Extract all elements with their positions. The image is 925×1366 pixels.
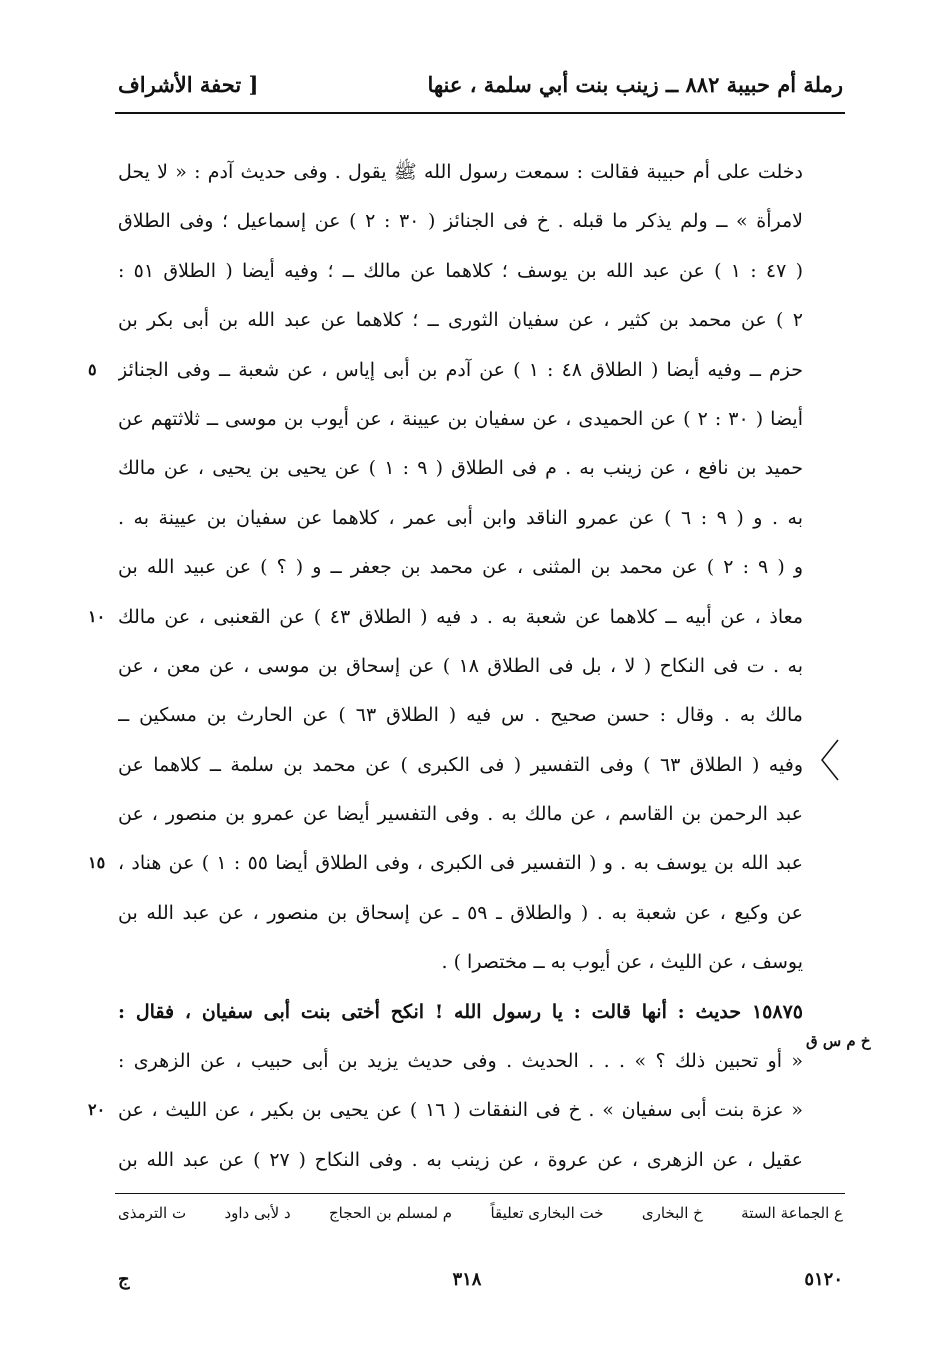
text-line: به . ت فى النكاح ( لا ، بل فى الطلاق ١٨ ) عن إسحاق بن موسى ، عن معن ، عن xyxy=(118,654,803,677)
header-divider xyxy=(115,112,845,114)
abbreviation-item: خ البخارى xyxy=(641,1204,703,1222)
page-footer xyxy=(118,1264,843,1294)
volume-letter: ج xyxy=(118,1268,130,1290)
text-line: به . و ( ٩ : ٦ ) عن عمرو الناقد وابن أبى عمر ، كلاهما عن سفيان بن عيينة به . xyxy=(118,506,803,529)
abbreviation-item: ت الترمذى xyxy=(118,1204,187,1222)
text-line: حزم ــ وفيه أيضا ( الطلاق ٤٨ : ١ ) عن آدم بن أبى إياس ، عن شعبة ــ وفى الجنائز xyxy=(118,358,803,381)
page-number: ٣١٨ xyxy=(452,1268,482,1290)
header-left-title: [ تحفة الأشراف xyxy=(118,71,259,97)
text-line: مالك به . وقال : حسن صحيح . س فيه ( الطلاق ٦٣ ) عن الحارث بن مسكين ــ xyxy=(118,704,803,727)
abbreviation-item: ع الجماعة الستة xyxy=(741,1204,843,1222)
text-line: معاذ ، عن أبيه ــ كلاهما عن شعبة به . د فيه ( الطلاق ٤٣ ) عن القعنبى ، عن مالك xyxy=(118,605,803,628)
cumulative-number: ٥١٢٠ xyxy=(804,1268,843,1290)
line-number-marker: ١٠ xyxy=(88,607,106,626)
running-header xyxy=(118,62,843,106)
text-line: « أو تحبين ذلك ؟ » . . . الحديث . وفى حديث يزيد بن أبى حبيب ، عن الزهرى : xyxy=(118,1050,803,1073)
abbreviation-item: د لأبى داود xyxy=(224,1204,291,1222)
line-number-marker: ٥ xyxy=(88,360,97,379)
abbreviation-key xyxy=(118,1204,843,1234)
text-line: وفيه ( الطلاق ٦٣ ) وفى التفسير ( فى الكبرى ) عن محمد بن سلمة ــ كلاهما عن xyxy=(118,753,803,776)
text-line: عبد الله بن يوسف به . و ( التفسير فى الكبرى ، وفى الطلاق أيضا ٥٥ : ١ ) عن هناد ، xyxy=(118,852,803,875)
abbreviation-item: خت البخارى تعليقاً xyxy=(490,1204,604,1222)
text-line: يوسف ، عن الليث ، عن أيوب به ــ مختصرا ) . xyxy=(441,951,803,974)
text-line: « عزة بنت أبى سفيان » . خ فى النفقات ( ١٦ ) عن يحيى بن بكير ، عن الليث ، عن xyxy=(118,1099,803,1122)
text-line: أيضا ( ٣٠ : ٢ ) عن الحميدى ، عن سفيان بن عيينة ، عن أيوب بن موسى ــ ثلاثتهم عن xyxy=(118,407,803,430)
hadith-entry-line: ١٥٨٧٥ حديث : أنها قالت : يا رسول الله ! انكح أختى بنت أبى سفيان ، فقال : xyxy=(118,1000,803,1023)
text-line: لامرأة » ــ ولم يذكر ما قبله . خ فى الجنائز ( ٣٠ : ٢ ) عن إسماعيل ؛ وفى الطلاق xyxy=(118,210,803,233)
sigla-label: خ م س ق xyxy=(806,1032,871,1050)
footnote-divider xyxy=(115,1193,845,1194)
line-number-marker: ٢٠ xyxy=(88,1100,106,1119)
line-number-marker: ١٥ xyxy=(88,853,106,872)
text-line: حميد بن نافع ، عن زينب به . م فى الطلاق ( ٩ : ١ ) عن يحيى بن يحيى ، عن مالك xyxy=(118,457,803,480)
text-line: ٢ ) عن محمد بن كثير ، عن سفيان الثورى ــ ؛ كلاهما عن عبد الله بن أبى بكر بن xyxy=(118,309,803,332)
header-right-title: رملة أم حبيبة ٨٨٢ ــ زينب بنت أبي سلمة ، عنها xyxy=(427,71,843,97)
text-line: عقيل ، عن الزهرى ، عن عروة ، عن زينب به . وفى النكاح ( ٢٧ ) عن عبد الله بن xyxy=(118,1148,803,1171)
text-line: ( ٤٧ : ١ ) عن عبد الله بن يوسف ؛ كلاهما عن مالك ــ ؛ وفيه أيضا ( الطلاق ٥١ : xyxy=(118,259,803,282)
text-line: دخلت على أم حبيبة فقالت : سمعت رسول الله ﷺ يقول . وفى حديث آدم : « لا يحل xyxy=(118,161,803,183)
abbreviation-item: م لمسلم بن الحجاج xyxy=(328,1204,453,1222)
text-line: عن وكيع ، عن شعبة به . ( والطلاق ـ ٥٩ ـ عن إسحاق بن منصور ، عن عبد الله بن xyxy=(118,901,803,924)
text-line: و ( ٩ : ٢ ) عن محمد بن المثنى ، عن محمد بن جعفر ــ و ( ؟ ) عن عبيد الله بن xyxy=(118,556,803,579)
text-line: عبد الرحمن بن القاسم ، عن مالك به . وفى التفسير أيضا عن عمرو بن منصور ، عن xyxy=(118,803,803,826)
margin-bracket-icon xyxy=(818,738,842,782)
body-text xyxy=(118,148,803,1185)
